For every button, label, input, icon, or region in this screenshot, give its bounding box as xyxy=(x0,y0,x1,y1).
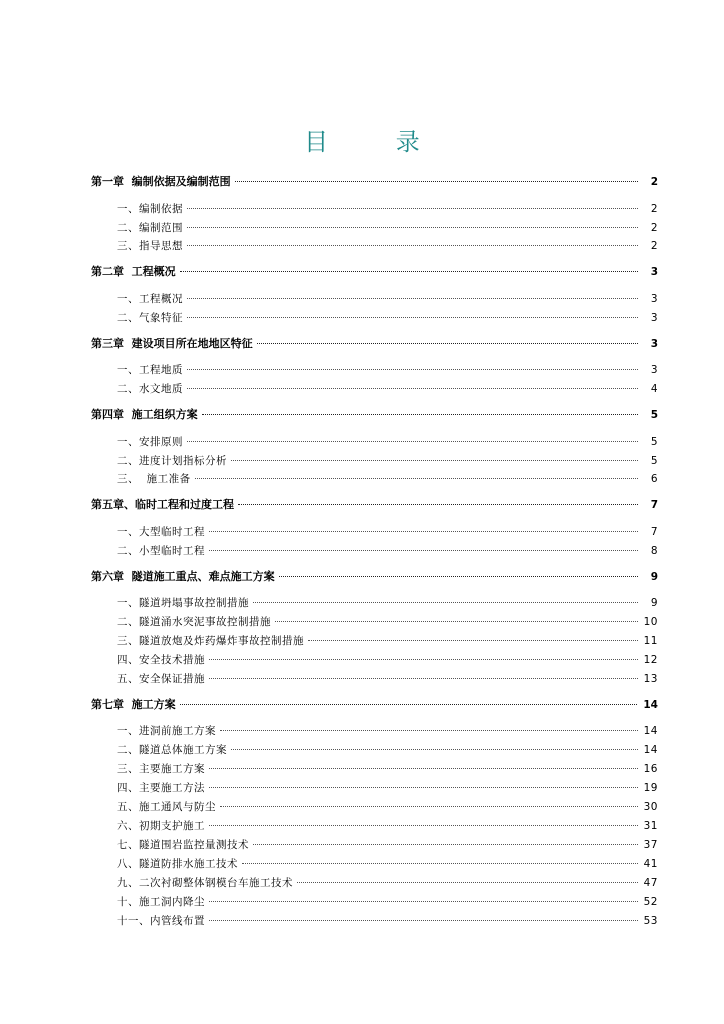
entry-label: 一、工程概况 xyxy=(117,293,183,305)
toc-chapter-entry[interactable] xyxy=(91,174,658,190)
dot-leader xyxy=(187,388,638,389)
entry-label: 一、安排原则 xyxy=(117,436,183,448)
entry-page-number: 11 xyxy=(643,635,658,647)
dot-leader xyxy=(195,478,638,479)
entry-label: 六、初期支护施工 xyxy=(117,820,205,832)
toc-section-entry[interactable] xyxy=(117,310,658,326)
dot-leader xyxy=(209,550,638,551)
entry-label: 三、主要施工方案 xyxy=(117,763,205,775)
entry-page-number: 2 xyxy=(650,240,658,252)
entry-label: 四、主要施工方法 xyxy=(117,782,205,794)
dot-leader xyxy=(187,245,638,246)
entry-label: 二、隧道涌水突泥事故控制措施 xyxy=(117,616,271,628)
dot-leader xyxy=(231,460,638,461)
entry-label: 第三章 建设项目所在地地区特征 xyxy=(91,337,253,350)
entry-label: 一、进洞前施工方案 xyxy=(117,725,216,737)
dot-leader xyxy=(231,749,638,750)
dot-leader xyxy=(187,441,638,442)
entry-label: 第一章 编制依据及编制范围 xyxy=(91,175,231,188)
dot-leader xyxy=(297,882,638,883)
dot-leader xyxy=(235,181,638,182)
dot-leader xyxy=(209,901,638,902)
entry-page-number: 5 xyxy=(650,436,658,448)
entry-label: 第五章、临时工程和过度工程 xyxy=(91,498,234,511)
dot-leader xyxy=(202,414,638,415)
entry-label: 二、进度计划指标分析 xyxy=(117,455,227,467)
dot-leader xyxy=(209,659,638,660)
entry-label: 十一、内管线布置 xyxy=(117,915,205,927)
entry-page-number: 8 xyxy=(650,545,658,557)
entry-page-number: 13 xyxy=(643,673,658,685)
entry-label: 十、施工洞内降尘 xyxy=(117,896,205,908)
dot-leader xyxy=(253,844,638,845)
entry-page-number: 9 xyxy=(650,597,658,609)
toc-section-entry[interactable] xyxy=(117,799,658,815)
dot-leader xyxy=(242,863,638,864)
entry-label: 一、大型临时工程 xyxy=(117,526,205,538)
toc-section-entry[interactable] xyxy=(117,761,658,777)
entry-label: 二、编制范围 xyxy=(117,222,183,234)
toc-chapter-entry[interactable] xyxy=(91,697,658,713)
dot-leader xyxy=(209,768,638,769)
toc-chapter-entry[interactable] xyxy=(91,569,658,585)
entry-label: 第六章 隧道施工重点、难点施工方案 xyxy=(91,570,275,583)
toc-section-entry[interactable] xyxy=(117,362,658,378)
entry-label: 五、安全保证措施 xyxy=(117,673,205,685)
entry-label: 二、水文地质 xyxy=(117,383,183,395)
toc-section-entry[interactable] xyxy=(117,913,658,929)
toc-section-entry[interactable] xyxy=(117,453,658,469)
toc-section-entry[interactable] xyxy=(117,894,658,910)
entry-page-number: 52 xyxy=(643,896,658,908)
entry-page-number: 6 xyxy=(650,473,658,485)
entry-label: 三、 施工准备 xyxy=(117,473,191,485)
entry-label: 一、隧道坍塌事故控制措施 xyxy=(117,597,249,609)
toc-section-entry[interactable] xyxy=(117,238,658,254)
entry-page-number: 12 xyxy=(643,654,658,666)
toc-section-entry[interactable] xyxy=(117,381,658,397)
entry-page-number: 5 xyxy=(650,455,658,467)
entry-label: 二、气象特征 xyxy=(117,312,183,324)
dot-leader xyxy=(238,504,638,505)
entry-label: 八、隧道防排水施工技术 xyxy=(117,858,238,870)
entry-label: 一、工程地质 xyxy=(117,364,183,376)
entry-label: 七、隧道围岩监控量测技术 xyxy=(117,839,249,851)
toc-section-entry[interactable] xyxy=(117,524,658,540)
entry-page-number: 2 xyxy=(650,203,658,215)
dot-leader xyxy=(180,704,638,705)
entry-label: 第七章 施工方案 xyxy=(91,698,176,711)
toc-section-entry[interactable] xyxy=(117,543,658,559)
dot-leader xyxy=(209,825,638,826)
toc-section-entry[interactable] xyxy=(117,875,658,891)
toc-section-entry[interactable] xyxy=(117,723,658,739)
dot-leader xyxy=(187,208,638,209)
entry-page-number: 30 xyxy=(643,801,658,813)
dot-leader xyxy=(279,576,638,577)
entry-label: 第二章 工程概况 xyxy=(91,265,176,278)
entry-page-number: 3 xyxy=(650,293,658,305)
entry-page-number: 14 xyxy=(643,744,658,756)
toc-chapter-entry[interactable] xyxy=(91,497,658,513)
entry-page-number: 41 xyxy=(643,858,658,870)
entry-page-number: 37 xyxy=(643,839,658,851)
entry-page-number: 2 xyxy=(650,176,658,188)
toc-section-entry[interactable] xyxy=(117,434,658,450)
toc-section-entry[interactable] xyxy=(117,837,658,853)
dot-leader xyxy=(308,640,638,641)
dot-leader xyxy=(187,227,638,228)
dot-leader xyxy=(209,787,638,788)
dot-leader xyxy=(220,806,638,807)
entry-page-number: 3 xyxy=(650,338,658,350)
dot-leader xyxy=(209,920,638,921)
entry-page-number: 16 xyxy=(643,763,658,775)
toc-section-entry[interactable] xyxy=(117,856,658,872)
entry-label: 四、安全技术措施 xyxy=(117,654,205,666)
dot-leader xyxy=(275,621,638,622)
entry-label: 三、指导思想 xyxy=(117,240,183,252)
dot-leader xyxy=(209,531,638,532)
entry-page-number: 5 xyxy=(650,409,658,421)
toc-chapter-entry[interactable] xyxy=(91,336,658,352)
entry-label: 九、二次衬砌整体钢模台车施工技术 xyxy=(117,877,293,889)
entry-page-number: 19 xyxy=(643,782,658,794)
entry-page-number: 53 xyxy=(643,915,658,927)
dot-leader xyxy=(180,271,638,272)
dot-leader xyxy=(187,317,638,318)
entry-page-number: 14 xyxy=(643,699,658,711)
toc-section-entry[interactable] xyxy=(117,742,658,758)
toc-section-entry[interactable] xyxy=(117,818,658,834)
entry-page-number: 7 xyxy=(650,499,658,511)
entry-page-number: 3 xyxy=(650,266,658,278)
toc-section-entry[interactable] xyxy=(117,291,658,307)
toc-section-entry[interactable] xyxy=(117,780,658,796)
toc-section-entry[interactable] xyxy=(117,633,658,649)
toc-chapter-entry[interactable] xyxy=(91,264,658,280)
entry-page-number: 14 xyxy=(643,725,658,737)
entry-page-number: 3 xyxy=(650,364,658,376)
dot-leader xyxy=(209,678,638,679)
entry-page-number: 31 xyxy=(643,820,658,832)
toc-section-entry[interactable] xyxy=(117,671,658,687)
dot-leader xyxy=(220,730,638,731)
toc-chapter-entry[interactable] xyxy=(91,407,658,423)
toc-section-entry[interactable] xyxy=(117,201,658,217)
entry-label: 五、施工通风与防尘 xyxy=(117,801,216,813)
dot-leader xyxy=(187,369,638,370)
entry-page-number: 9 xyxy=(650,571,658,583)
entry-page-number: 2 xyxy=(650,222,658,234)
toc-section-entry[interactable] xyxy=(117,471,658,487)
dot-leader xyxy=(253,602,638,603)
entry-page-number: 3 xyxy=(650,312,658,324)
toc-section-entry[interactable] xyxy=(117,220,658,236)
toc-title: 目 录 xyxy=(304,128,450,156)
toc-section-entry[interactable] xyxy=(117,652,658,668)
dot-leader xyxy=(187,298,638,299)
entry-page-number: 4 xyxy=(650,383,658,395)
toc-section-entry[interactable] xyxy=(117,614,658,630)
entry-label: 一、编制依据 xyxy=(117,203,183,215)
entry-label: 二、小型临时工程 xyxy=(117,545,205,557)
entry-page-number: 7 xyxy=(650,526,658,538)
entry-label: 第四章 施工组织方案 xyxy=(91,408,198,421)
entry-label: 三、隧道放炮及炸药爆炸事故控制措施 xyxy=(117,635,304,647)
entry-page-number: 10 xyxy=(643,616,658,628)
toc-section-entry[interactable] xyxy=(117,595,658,611)
entry-page-number: 47 xyxy=(643,877,658,889)
dot-leader xyxy=(257,343,638,344)
entry-label: 二、隧道总体施工方案 xyxy=(117,744,227,756)
